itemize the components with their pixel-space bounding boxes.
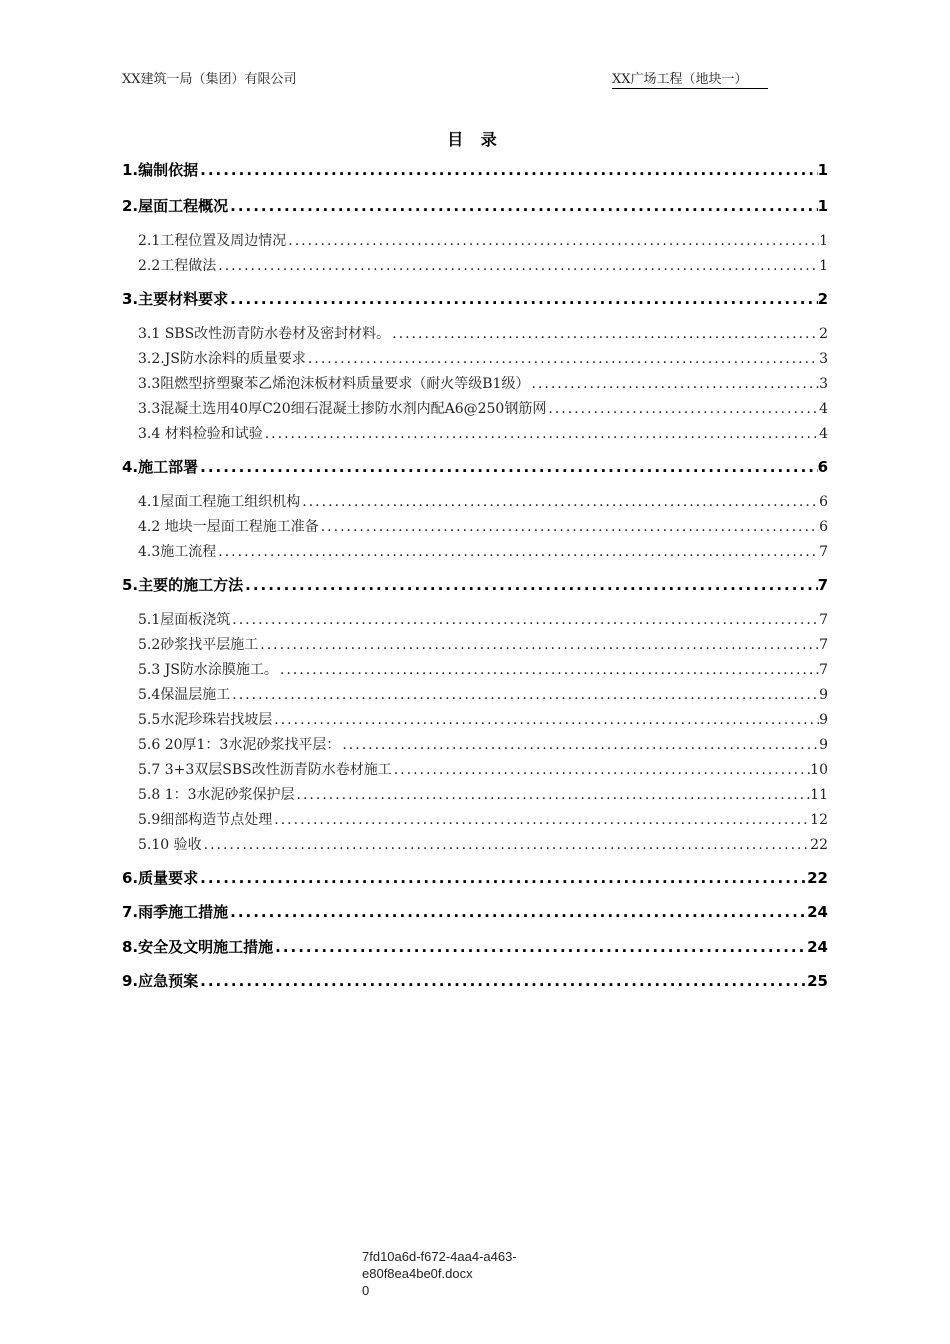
toc-entry-page: 7 bbox=[819, 637, 828, 653]
toc-dot-leader bbox=[202, 837, 811, 853]
toc-entry[interactable] bbox=[138, 398, 828, 418]
toc-entry[interactable] bbox=[122, 574, 828, 595]
toc-dot-leader bbox=[216, 544, 819, 560]
toc-dot-leader bbox=[263, 426, 819, 442]
footer-line-2: e80f8ea4be0f.docx bbox=[362, 1266, 473, 1281]
toc-dot-leader bbox=[340, 737, 819, 753]
toc-entry[interactable] bbox=[138, 734, 828, 754]
toc-entry-page: 9 bbox=[819, 737, 828, 753]
toc-entry-page: 4 bbox=[819, 401, 828, 417]
toc-entry-title: 5.3 JS防水涂膜施工。 bbox=[138, 662, 278, 678]
toc-entry[interactable] bbox=[138, 759, 828, 779]
toc-entry[interactable] bbox=[122, 195, 828, 216]
toc-entry-page: 2 bbox=[819, 326, 828, 342]
toc-entry-page: 22 bbox=[810, 837, 828, 853]
toc-entry-page: 6 bbox=[817, 458, 828, 476]
toc-entry-title: 5.9细部构造节点处理 bbox=[138, 812, 273, 828]
toc-entry-page: 1 bbox=[817, 197, 828, 215]
toc-entry-title: 3.3混凝土选用40厚C20细石混凝土掺防水剂内配A6@250钢筋网 bbox=[138, 401, 547, 417]
toc-entry-title: 3.2.JS防水涂料的质量要求 bbox=[138, 351, 306, 367]
toc-entry[interactable] bbox=[122, 867, 828, 888]
toc-entry[interactable] bbox=[122, 159, 828, 180]
toc-entry-title: 7.雨季施工措施 bbox=[122, 903, 229, 921]
toc-dot-leader bbox=[273, 938, 807, 956]
toc-dot-leader bbox=[228, 197, 817, 215]
toc-entry-title: 5.10 验收 bbox=[138, 837, 202, 853]
toc-entry[interactable] bbox=[138, 809, 828, 829]
toc-entry[interactable] bbox=[138, 784, 828, 804]
toc-entry-page: 7 bbox=[817, 576, 828, 594]
toc-entry-page: 1 bbox=[817, 161, 828, 179]
toc-entry-title: 4.施工部署 bbox=[122, 458, 199, 476]
toc-dot-leader bbox=[319, 519, 819, 535]
toc-entry-title: 1.编制依据 bbox=[122, 161, 199, 179]
toc-entry[interactable] bbox=[138, 684, 828, 704]
toc-dot-leader bbox=[272, 812, 810, 828]
toc-dot-leader bbox=[243, 576, 817, 594]
toc-entry-page: 24 bbox=[807, 938, 828, 956]
toc-entry-title: 4.2 地块一屋面工程施工准备 bbox=[138, 519, 319, 535]
toc-dot-leader bbox=[278, 662, 819, 678]
toc-entry-title: 4.3施工流程 bbox=[138, 544, 217, 560]
toc-entry-page: 7 bbox=[819, 662, 828, 678]
toc-entry-page: 10 bbox=[810, 762, 828, 778]
toc-entry-title: 6.质量要求 bbox=[122, 869, 199, 887]
toc-dot-leader bbox=[546, 401, 819, 417]
toc-entry[interactable] bbox=[138, 373, 828, 393]
toc-entry[interactable] bbox=[138, 609, 828, 629]
toc-entry-page: 3 bbox=[819, 351, 828, 367]
toc-entry[interactable] bbox=[138, 255, 828, 275]
toc-entry[interactable] bbox=[122, 288, 828, 309]
toc-dot-leader bbox=[198, 972, 807, 990]
toc-entry[interactable] bbox=[122, 936, 828, 957]
toc-dot-leader bbox=[198, 869, 807, 887]
toc-entry-page: 25 bbox=[807, 972, 828, 990]
toc-dot-leader bbox=[198, 458, 817, 476]
toc-dot-leader bbox=[295, 787, 811, 803]
toc-entry-title: 3.4 材料检验和试验 bbox=[138, 426, 263, 442]
toc-dot-leader bbox=[272, 712, 819, 728]
toc-dot-leader bbox=[198, 161, 817, 179]
toc-dot-leader bbox=[392, 762, 810, 778]
toc-dot-leader bbox=[230, 687, 819, 703]
toc-entry[interactable] bbox=[138, 323, 828, 343]
toc-dot-leader bbox=[230, 612, 819, 628]
footer-line-1: 7fd10a6d-f672-4aa4-a463- bbox=[362, 1249, 517, 1264]
toc-dot-leader bbox=[228, 903, 807, 921]
toc-entry-page: 7 bbox=[819, 544, 828, 560]
toc-dot-leader bbox=[390, 326, 819, 342]
toc-entry[interactable] bbox=[138, 659, 828, 679]
toc-entry-title: 5.8 1：3水泥砂浆保护层 bbox=[138, 787, 295, 803]
toc-entry[interactable] bbox=[138, 541, 828, 561]
toc-entry-page: 9 bbox=[819, 687, 828, 703]
toc-entry-title: 2.屋面工程概况 bbox=[122, 197, 229, 215]
toc-entry[interactable] bbox=[122, 456, 828, 477]
toc-entry-page: 7 bbox=[819, 612, 828, 628]
toc-title: 目 录 bbox=[447, 130, 503, 149]
footer-filename bbox=[362, 1248, 517, 1299]
toc-entry-title: 2.1工程位置及周边情况 bbox=[138, 233, 287, 249]
toc-entry[interactable] bbox=[138, 516, 828, 536]
toc-dot-leader bbox=[300, 494, 819, 510]
toc-dot-leader bbox=[216, 258, 819, 274]
header-company: XX建筑一局（集团）有限公司 bbox=[122, 72, 297, 87]
toc-entry-page: 6 bbox=[819, 519, 828, 535]
toc-entry[interactable] bbox=[122, 901, 828, 922]
toc-entry-page: 1 bbox=[819, 258, 828, 274]
toc-dot-leader bbox=[258, 637, 819, 653]
toc-entry-page: 6 bbox=[819, 494, 828, 510]
toc-entry-page: 12 bbox=[810, 812, 828, 828]
toc-entry-page: 2 bbox=[817, 290, 828, 308]
toc-entry[interactable] bbox=[138, 348, 828, 368]
toc-entry-title: 5.2砂浆找平层施工 bbox=[138, 637, 259, 653]
toc-entry[interactable] bbox=[138, 423, 828, 443]
toc-dot-leader bbox=[286, 233, 819, 249]
toc-entry-title: 5.4保温层施工 bbox=[138, 687, 231, 703]
toc-entry-title: 3.3阻燃型挤塑聚苯乙烯泡沫板材料质量要求（耐火等级B1级） bbox=[138, 376, 530, 392]
toc-entry-page: 11 bbox=[810, 787, 828, 803]
header-project: XX广场工程（地块一） bbox=[612, 68, 768, 89]
toc-entry-page: 4 bbox=[819, 426, 828, 442]
toc-entry[interactable] bbox=[138, 834, 828, 854]
toc-entry-title: 9.应急预案 bbox=[122, 972, 199, 990]
toc-entry-title: 8.安全及文明施工措施 bbox=[122, 938, 274, 956]
toc-entry-page: 1 bbox=[819, 233, 828, 249]
toc-entry-title: 3.主要材料要求 bbox=[122, 290, 229, 308]
toc-entry-title: 5.1屋面板浇筑 bbox=[138, 612, 231, 628]
toc-entry-title: 5.5水泥珍珠岩找坡层 bbox=[138, 712, 273, 728]
toc-entry-title: 5.7 3+3双层SBS改性沥青防水卷材施工 bbox=[138, 762, 392, 778]
toc-dot-leader bbox=[228, 290, 817, 308]
toc-dot-leader bbox=[529, 376, 819, 392]
footer-line-3: 0 bbox=[362, 1283, 370, 1298]
toc-entry[interactable] bbox=[138, 709, 828, 729]
toc-entry-page: 22 bbox=[807, 869, 828, 887]
toc-entry[interactable] bbox=[138, 230, 828, 250]
toc-entry[interactable] bbox=[138, 634, 828, 654]
toc-entry-title: 4.1屋面工程施工组织机构 bbox=[138, 494, 301, 510]
toc-entry[interactable] bbox=[122, 970, 828, 991]
toc-entry-page: 9 bbox=[819, 712, 828, 728]
toc-entry-page: 24 bbox=[807, 903, 828, 921]
toc-entry[interactable] bbox=[138, 491, 828, 511]
toc-entry-page: 3 bbox=[819, 376, 828, 392]
toc-entry-title: 3.1 SBS改性沥青防水卷材及密封材料。 bbox=[138, 326, 391, 342]
toc-entry-title: 2.2工程做法 bbox=[138, 258, 217, 274]
toc-entry-title: 5.6 20厚1：3水泥砂浆找平层： bbox=[138, 737, 341, 753]
toc-dot-leader bbox=[306, 351, 819, 367]
toc-entry-title: 5.主要的施工方法 bbox=[122, 576, 244, 594]
